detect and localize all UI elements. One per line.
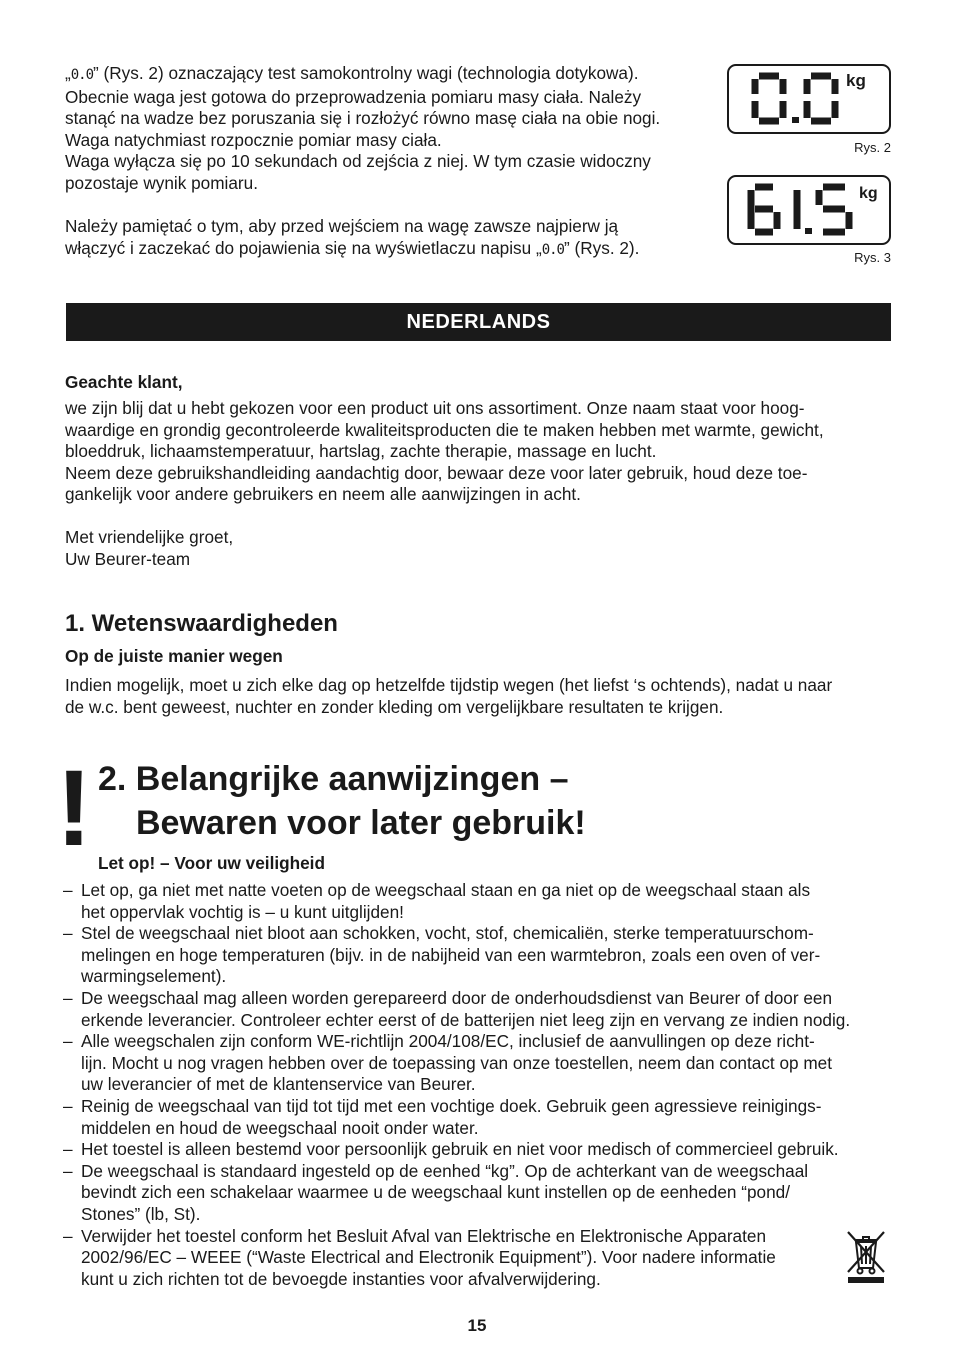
warning-exclamation-icon: ! — [56, 747, 92, 868]
polish-line-text: włączyć i zaczekać do pojawienia się na wyświetlaczu napisu „ — [65, 237, 542, 258]
warning-item — [63, 1161, 893, 1226]
language-header-bar: NEDERLANDS — [66, 303, 891, 341]
warning-line: – Verwijder het toestel conform het Besluit Afval van Elektrische en Elektronische Apparaten — [81, 1225, 767, 1246]
closing-line: Met vriendelijke groet, — [65, 527, 234, 547]
figure-caption: Rys. 2 — [854, 140, 891, 155]
page-number: 15 — [467, 1316, 487, 1335]
intro-line: we zijn blij dat u hebt gekozen voor een product uit ons assortiment. Onze naam staat voor hoog- — [65, 398, 805, 418]
body-line: de w.c. bent geweest, nuchter en zonder kleding om vergelijkbare resultaten te krijgen. — [65, 696, 724, 717]
polish-line-text: ” (Rys. 2). — [564, 237, 640, 258]
section-1-body — [65, 675, 895, 718]
warning-line: – Let op, ga niet met natte voeten op de weegschaal staan en ga niet op de weegschaal staan als — [81, 880, 811, 900]
warning-line: bevindt zich een schakelaar waarmee u de weegschaal kunt instellen op de eenheden “pond/ — [81, 1182, 790, 1203]
warning-line: warmingselement). — [81, 966, 227, 987]
crossed-out-wheelie-bin-icon — [845, 1228, 887, 1284]
heading-line: 2. Belangrijke aanwijzingen – — [98, 760, 569, 798]
warning-line: – Het toestel is alleen bestemd voor persoonlijk gebruik en niet voor medisch of commercieel gebruik. — [81, 1139, 839, 1160]
polish-line: Waga natychmiast rozpocznie pomiar masy ciała. — [65, 129, 442, 150]
scale-display-fig3 — [727, 175, 891, 245]
warning-line: – De weegschaal is standaard ingesteld op de eenhed “kg”. Op de achterkant van de weegschaal — [81, 1160, 809, 1181]
warning-line: lijn. Mocht u nog vragen hebben over de toepassing van onze toestellen, neem dan contact op met — [81, 1052, 833, 1073]
warning-line: melingen en hoge temperaturen (bijv. in de nabijheid van een warmtebron, zoals een oven of ver- — [81, 944, 821, 965]
warning-line: het oppervlak vochtig is – u kunt uitglijden! — [81, 901, 404, 922]
warning-line: 2002/96/EC – WEEE (“Waste Electrical and Electronik Equipment”). Voor nadere informatie — [81, 1247, 776, 1268]
warning-item — [63, 1096, 893, 1139]
warning-item — [63, 988, 893, 1031]
polish-line-text: ” (Rys. 2) oznaczający test samokontrolny wagi (technologia dotykowa). — [93, 63, 639, 83]
polish-line — [65, 63, 715, 87]
warning-line: – Reinig de weegschaal van tijd tot tijd met een vochtige doek. Gebruik geen agressieve reinigings- — [81, 1095, 822, 1116]
intro-line: Neem deze gebruikshandleiding aandachtig door, bewaar deze voor later gebruik, houd deze toe- — [65, 462, 808, 483]
section-2-heading — [98, 757, 586, 845]
section-1-subheading: Op de juiste manier wegen — [65, 646, 283, 666]
unit-label: kg — [846, 71, 866, 90]
body-line: Indien mogelijk, moet u zich elke dag op hetzelfde tijdstip wegen (het liefst ‘s ochtends), nadat u naar — [65, 675, 833, 695]
safety-warnings-list — [63, 880, 893, 1290]
warning-line: – Stel de weegschaal niet bloot aan schokken, vocht, stof, chemicaliën, sterke temperatuurschom- — [81, 923, 814, 944]
polish-line: Waga wyłącza się po 10 sekundach od zejścia z niej. W tym czasie widoczny — [65, 151, 651, 172]
warning-line: Stones” (lb, St). — [81, 1203, 201, 1224]
figure-caption: Rys. 3 — [854, 250, 891, 265]
polish-line: Obecnie waga jest gotowa do przeprowadzenia pomiaru masy ciała. Należy — [65, 86, 642, 107]
heading-line: Bewaren voor later gebruik! — [136, 804, 586, 842]
warning-item — [63, 923, 893, 988]
greeting: Geachte klant, — [65, 372, 183, 392]
warning-line: uw leverancier of met de klantenservice van Beurer. — [81, 1074, 476, 1095]
segment-code: 0.0 — [541, 241, 564, 258]
warning-line: kunt u zich richten tot de bevoegde instanties voor afvalverwijdering. — [81, 1268, 601, 1289]
warning-line: middelen en houd de weegschaal nooit onder water. — [81, 1117, 479, 1138]
section-2-subheading: Let op! – Voor uw veiligheid — [98, 853, 325, 873]
unit-label: kg — [859, 185, 878, 202]
polish-line: stanąć na wadze bez poruszania się i rozłożyć równo masę ciała na obie nogi. — [65, 108, 661, 129]
scale-display-fig2 — [727, 64, 891, 134]
intro-line: bloeddruk, lichaamstemperatuur, hartslag, zachte therapie, massage en lucht. — [65, 441, 657, 462]
closing — [65, 527, 233, 570]
polish-line: Należy pamiętać o tym, aby przed wejściem na wagę zawsze najpierw ją — [65, 216, 619, 237]
intro-line: waardige en grondig gecontroleerde kwaliteitsproducten die te maken hebben met warmte, gewicht, — [65, 419, 824, 440]
warning-line: erkende leverancier. Controleer echter eerst of de batterijen niet leeg zijn en vervang ze indien nodig. — [81, 1009, 851, 1030]
polish-line — [65, 238, 715, 262]
warning-item — [63, 1139, 893, 1161]
warning-line: – Alle weegschalen zijn conform WE-richtlijn 2004/108/EC, inclusief de aanvullingen op deze richt- — [81, 1031, 815, 1052]
warning-item — [63, 880, 893, 923]
segment-code: 0.0 — [70, 67, 94, 83]
section-1-heading: 1. Wetenswaardigheden — [65, 610, 338, 637]
warning-line: – De weegschaal mag alleen worden gerepareerd door de onderhoudsdienst van Beurer of door een — [81, 987, 833, 1008]
warning-item — [63, 1226, 893, 1291]
polish-text-block — [65, 63, 715, 261]
intro-line: gankelijk voor andere gebruikers en neem alle aanwijzingen in acht. — [65, 484, 581, 505]
polish-line: pozostaje wynik pomiaru. — [65, 172, 258, 193]
closing-line: Uw Beurer-team — [65, 548, 191, 569]
intro-paragraph — [65, 398, 895, 506]
warning-item — [63, 1031, 893, 1096]
quote-open: „ — [65, 63, 71, 83]
